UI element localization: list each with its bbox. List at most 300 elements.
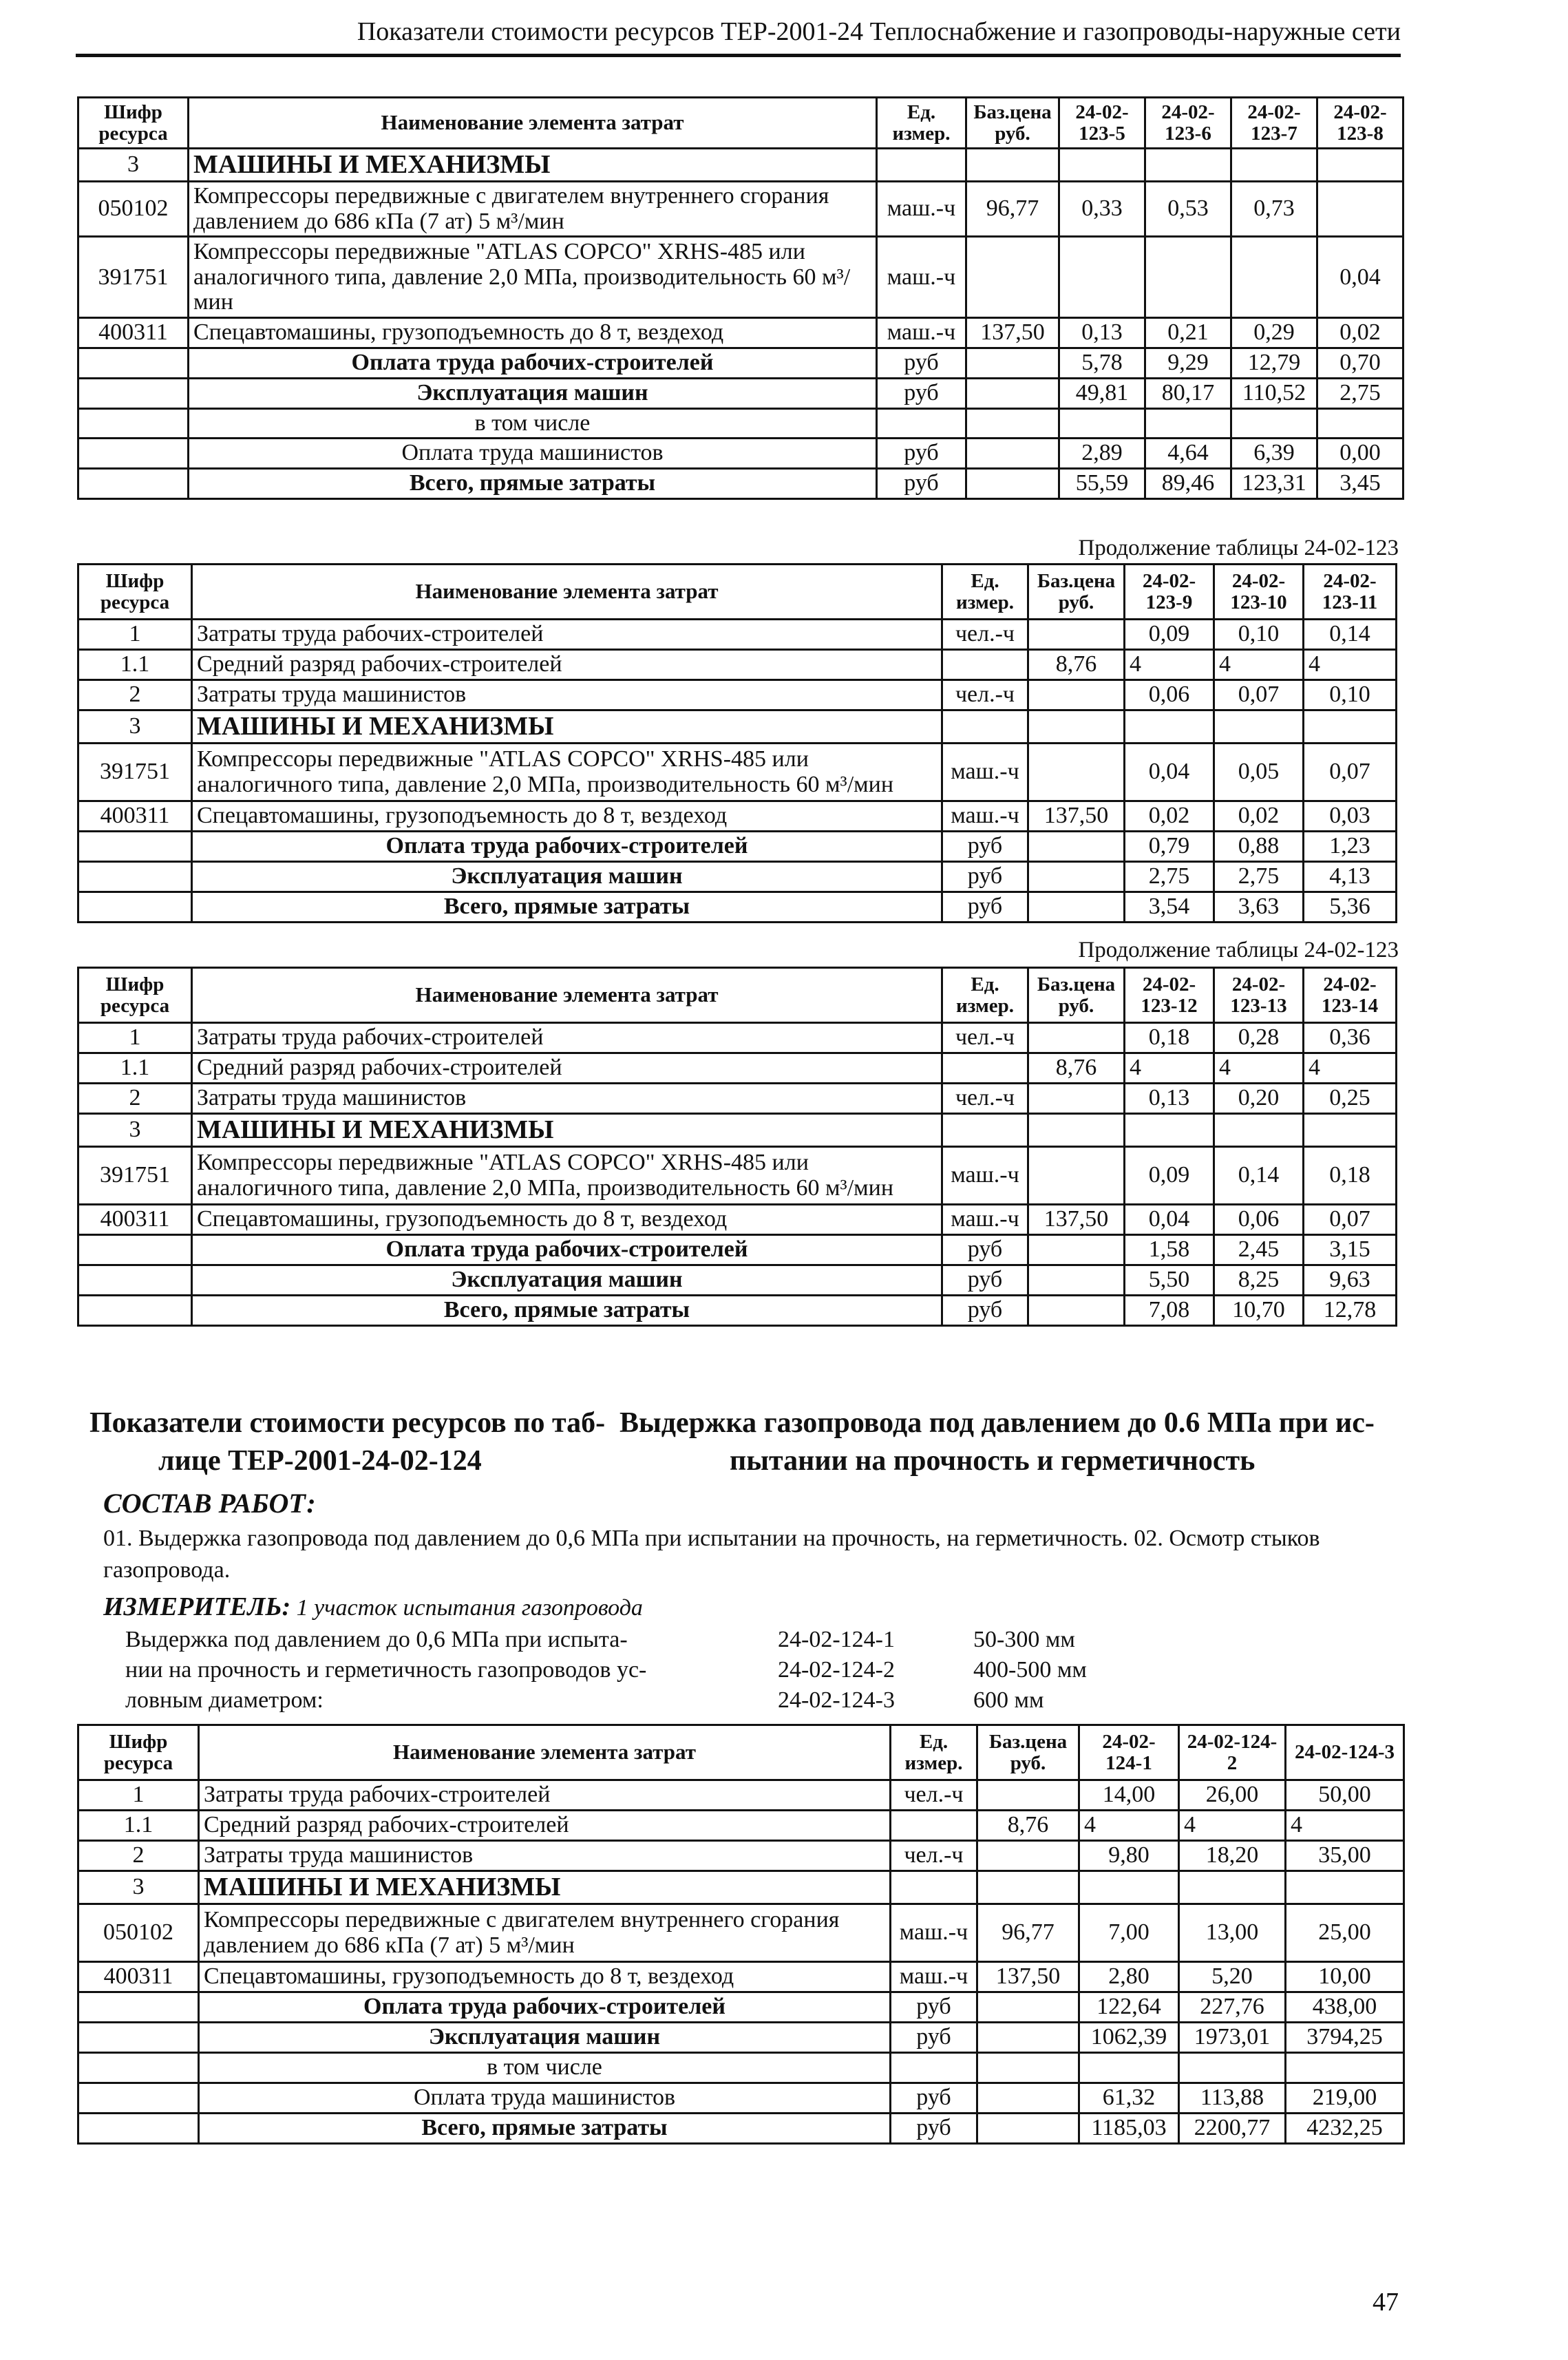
- col-header-unit: Ед. измер.: [942, 968, 1028, 1023]
- cell-value: 0,09: [1125, 1147, 1214, 1205]
- col-header-name: Наименование элемента затрат: [199, 1725, 891, 1780]
- cell-name: Средний разряд рабочих-строителей: [192, 1053, 942, 1084]
- cell-unit: руб: [891, 2023, 977, 2053]
- cell-name: в том числе: [189, 408, 877, 439]
- cell-unit: чел.-ч: [891, 1780, 977, 1811]
- cell-value: [1304, 1114, 1397, 1147]
- cell-unit: маш.-ч: [942, 1205, 1028, 1235]
- section-title-left: [89, 1404, 613, 1479]
- cell-unit: руб: [877, 439, 966, 469]
- table-row: [78, 1235, 1397, 1265]
- cell-price: [966, 149, 1059, 182]
- cell-price: [977, 2114, 1079, 2144]
- table-row: [78, 1265, 1397, 1296]
- table-row: [78, 710, 1397, 744]
- table-row: [78, 1904, 1404, 1962]
- title-line: лице ТЕР-2001-24-02-124: [158, 1444, 482, 1477]
- table-row: [78, 650, 1397, 680]
- cell-value: 0,02: [1317, 318, 1403, 348]
- cell-value: 12,79: [1231, 348, 1317, 379]
- cell-code: [78, 832, 192, 862]
- cell-unit: маш.-ч: [877, 318, 966, 348]
- cell-name: Затраты труда машинистов: [192, 1084, 942, 1114]
- cell-code: [78, 408, 189, 439]
- cell-price: [1028, 832, 1125, 862]
- cell-name: Компрессоры передвижные "ATLAS COPCO" XRHS-485 или аналогичного типа, давление 2,0 МПа, производительность 60 м³/мин: [192, 1147, 942, 1205]
- cell-price: [1028, 620, 1125, 650]
- cell-price: [1028, 1084, 1125, 1114]
- cell-price: [1028, 862, 1125, 892]
- cell-value: 0,07: [1214, 680, 1304, 710]
- cell-code: 400311: [78, 801, 192, 832]
- cell-name: Компрессоры передвижные "ATLAS COPCO" XRHS-485 или аналогичного типа, давление 2,0 МПа, производительность 60 м³/мин: [189, 237, 877, 318]
- table-row: [78, 378, 1403, 408]
- table-row: [78, 1084, 1397, 1114]
- cell-price: [966, 408, 1059, 439]
- cell-code: [78, 1992, 199, 2023]
- table-row: [78, 1114, 1397, 1147]
- cell-value: 6,39: [1231, 439, 1317, 469]
- cell-name: Затраты труда рабочих-строителей: [192, 1023, 942, 1053]
- cell-value: 0,70: [1317, 348, 1403, 379]
- meter-dim: 400-500 мм: [973, 1657, 1087, 1683]
- cell-value: 18,20: [1179, 1841, 1286, 1871]
- table-header-row: [78, 1725, 1404, 1780]
- cell-price: 96,77: [966, 182, 1059, 237]
- cell-unit: руб: [942, 1235, 1028, 1265]
- table-row: [78, 1296, 1397, 1326]
- cell-unit: руб: [942, 1296, 1028, 1326]
- cell-value: 4: [1179, 1811, 1286, 1841]
- col-header-c2: 24-02-123-13: [1214, 968, 1304, 1023]
- col-header-name: Наименование элемента затрат: [192, 565, 942, 620]
- cell-value: 0,14: [1214, 1147, 1304, 1205]
- table-row: [78, 1023, 1397, 1053]
- cell-code: [78, 378, 189, 408]
- cell-unit: руб: [942, 832, 1028, 862]
- cell-code: [78, 862, 192, 892]
- cell-value: 0,33: [1059, 182, 1145, 237]
- cell-value: 219,00: [1286, 2083, 1404, 2114]
- cell-value: [1214, 710, 1304, 744]
- cell-unit: [891, 1871, 977, 1904]
- table-row: [78, 1871, 1404, 1904]
- cell-name: Средний разряд рабочих-строителей: [192, 650, 942, 680]
- cell-name: Оплата труда рабочих-строителей: [192, 832, 942, 862]
- cell-value: 13,00: [1179, 1904, 1286, 1962]
- cell-price: [966, 378, 1059, 408]
- table-row: [78, 862, 1397, 892]
- cell-price: [977, 2023, 1079, 2053]
- cell-value: [1145, 408, 1231, 439]
- running-header: Показатели стоимости ресурсов ТЕР-2001-24 Теплоснабжение и газопроводы-наружные сети: [76, 17, 1401, 57]
- cell-value: 12,78: [1304, 1296, 1397, 1326]
- cell-value: 25,00: [1286, 1904, 1404, 1962]
- cell-price: [1028, 1296, 1125, 1326]
- cell-code: 2: [78, 1084, 192, 1114]
- cell-value: 0,28: [1214, 1023, 1304, 1053]
- cell-name: МАШИНЫ И МЕХАНИЗМЫ: [189, 149, 877, 182]
- cell-unit: [877, 408, 966, 439]
- cell-value: 0,07: [1304, 744, 1397, 801]
- cell-value: 3,54: [1125, 892, 1214, 923]
- cell-code: [78, 2053, 199, 2083]
- cell-value: [1317, 408, 1403, 439]
- table-row: [78, 1962, 1404, 1992]
- cell-unit: маш.-ч: [942, 1147, 1028, 1205]
- cell-code: [78, 1235, 192, 1265]
- title-line: Выдержка газопровода под давлением до 0.6 МПа при ис-: [619, 1407, 1375, 1439]
- cell-price: [1028, 710, 1125, 744]
- cell-name: Эксплуатация машин: [192, 862, 942, 892]
- meter-desc-line: ловным диаметром:: [125, 1687, 324, 1714]
- cell-code: 400311: [78, 1205, 192, 1235]
- cell-unit: руб: [942, 892, 1028, 923]
- cell-value: 5,78: [1059, 348, 1145, 379]
- cell-price: [966, 439, 1059, 469]
- table-row: [78, 1147, 1397, 1205]
- table-row: [78, 832, 1397, 862]
- cell-price: [1028, 892, 1125, 923]
- cell-code: 3: [78, 1871, 199, 1904]
- cell-value: 0,21: [1145, 318, 1231, 348]
- cell-value: 0,05: [1214, 744, 1304, 801]
- cell-value: [1079, 2053, 1179, 2083]
- col-header-name: Наименование элемента затрат: [189, 98, 877, 149]
- cell-name: Оплата труда рабочих-строителей: [189, 348, 877, 379]
- meter-description: [125, 1625, 745, 1716]
- cell-price: [1028, 1235, 1125, 1265]
- cell-price: 8,76: [977, 1811, 1079, 1841]
- table-row: [78, 439, 1403, 469]
- cell-code: 2: [78, 680, 192, 710]
- cell-value: 1062,39: [1079, 2023, 1179, 2053]
- cell-value: 3,15: [1304, 1235, 1397, 1265]
- cell-price: 137,50: [1028, 1205, 1125, 1235]
- resource-table-1: [77, 96, 1404, 500]
- cell-value: [1079, 1871, 1179, 1904]
- cell-value: 4: [1286, 1811, 1404, 1841]
- cell-unit: руб: [891, 1992, 977, 2023]
- resource-table-2: [77, 563, 1397, 923]
- cell-value: 0,04: [1125, 744, 1214, 801]
- cell-price: 8,76: [1028, 650, 1125, 680]
- cell-unit: маш.-ч: [891, 1962, 977, 1992]
- cell-price: [1028, 1265, 1125, 1296]
- cell-value: 4232,25: [1286, 2114, 1404, 2144]
- table-row: [78, 680, 1397, 710]
- col-header-c1: 24-02-123-5: [1059, 98, 1145, 149]
- cell-code: 400311: [78, 318, 189, 348]
- col-header-price: Баз.цена руб.: [1028, 968, 1125, 1023]
- cell-value: [1145, 149, 1231, 182]
- cell-code: [78, 348, 189, 379]
- cell-value: [1125, 710, 1214, 744]
- cell-price: [1028, 1023, 1125, 1053]
- cell-price: [966, 237, 1059, 318]
- resource-table-4: [77, 1724, 1405, 2145]
- table-header-row: [78, 565, 1397, 620]
- col-header-price: Баз.цена руб.: [966, 98, 1059, 149]
- cell-value: 2,80: [1079, 1962, 1179, 1992]
- col-header-c2: 24-02-123-6: [1145, 98, 1231, 149]
- cell-code: 3: [78, 149, 189, 182]
- table-row: [78, 182, 1403, 237]
- cell-price: [977, 1841, 1079, 1871]
- cell-value: 0,79: [1125, 832, 1214, 862]
- cell-price: 137,50: [977, 1962, 1079, 1992]
- meter-code: 24-02-124-3: [778, 1687, 895, 1714]
- meter-label: ИЗМЕРИТЕЛЬ:: [103, 1592, 291, 1621]
- cell-value: 5,36: [1304, 892, 1397, 923]
- col-header-c2: 24-02-123-10: [1214, 565, 1304, 620]
- meter-value: 1 участок испытания газопровода: [296, 1595, 643, 1621]
- cell-value: 80,17: [1145, 378, 1231, 408]
- col-header-c2: 24-02-124-2: [1179, 1725, 1286, 1780]
- col-header-c1: 24-02-123-12: [1125, 968, 1214, 1023]
- cell-code: 2: [78, 1841, 199, 1871]
- col-header-unit: Ед. измер.: [942, 565, 1028, 620]
- meter-codes: [778, 1625, 943, 1716]
- cell-code: 1: [78, 620, 192, 650]
- cell-price: [977, 2053, 1079, 2083]
- cell-name: Компрессоры передвижные с двигателем внутреннего сгорания давлением до 686 кПа (7 ат) 5 м³/мин: [189, 182, 877, 237]
- cell-value: 0,02: [1125, 801, 1214, 832]
- cell-name: Затраты труда машинистов: [192, 680, 942, 710]
- cell-code: 3: [78, 1114, 192, 1147]
- cell-unit: [942, 1053, 1028, 1084]
- cell-value: 3,63: [1214, 892, 1304, 923]
- table-row: [78, 620, 1397, 650]
- cell-value: [1317, 149, 1403, 182]
- col-header-price: Баз.цена руб.: [977, 1725, 1079, 1780]
- col-header-price: Баз.цена руб.: [1028, 565, 1125, 620]
- cell-name: Средний разряд рабочих-строителей: [199, 1811, 891, 1841]
- cell-value: [1145, 237, 1231, 318]
- cell-value: 0,14: [1304, 620, 1397, 650]
- table-row: [78, 744, 1397, 801]
- col-header-c1: 24-02-124-1: [1079, 1725, 1179, 1780]
- cell-value: 227,76: [1179, 1992, 1286, 2023]
- cell-code: 050102: [78, 182, 189, 237]
- cell-value: 0,13: [1125, 1084, 1214, 1114]
- meter-dimensions: [973, 1625, 1180, 1716]
- cell-name: МАШИНЫ И МЕХАНИЗМЫ: [192, 710, 942, 744]
- table-row: [78, 1780, 1404, 1811]
- table-header-row: [78, 968, 1397, 1023]
- cell-value: 0,04: [1125, 1205, 1214, 1235]
- cell-value: [1231, 237, 1317, 318]
- cell-value: 0,18: [1304, 1147, 1397, 1205]
- cell-value: 4,64: [1145, 439, 1231, 469]
- cell-value: [1286, 2053, 1404, 2083]
- title-line: пытании на прочность и герметичность: [730, 1444, 1256, 1477]
- cell-value: 0,10: [1214, 620, 1304, 650]
- cell-price: 137,50: [966, 318, 1059, 348]
- col-header-c3: 24-02-123-7: [1231, 98, 1317, 149]
- cell-value: [1125, 1114, 1214, 1147]
- cell-name: Спецавтомашины, грузоподъемность до 8 т, вездеход: [192, 801, 942, 832]
- cell-price: 96,77: [977, 1904, 1079, 1962]
- cell-code: 391751: [78, 1147, 192, 1205]
- cell-price: [977, 2083, 1079, 2114]
- cell-unit: руб: [891, 2083, 977, 2114]
- cell-price: [1028, 1147, 1125, 1205]
- cell-value: 5,50: [1125, 1265, 1214, 1296]
- cell-price: [966, 469, 1059, 499]
- cell-price: 8,76: [1028, 1053, 1125, 1084]
- cell-value: 4: [1079, 1811, 1179, 1841]
- cell-value: 14,00: [1079, 1780, 1179, 1811]
- cell-value: [1304, 710, 1397, 744]
- cell-value: 4: [1304, 650, 1397, 680]
- cell-price: [966, 348, 1059, 379]
- col-header-code: Шифр ресурса: [78, 565, 192, 620]
- cell-value: 3,45: [1317, 469, 1403, 499]
- cell-unit: маш.-ч: [877, 182, 966, 237]
- cell-value: 0,29: [1231, 318, 1317, 348]
- cell-value: 0,53: [1145, 182, 1231, 237]
- cell-value: [1059, 149, 1145, 182]
- cell-value: 4: [1214, 650, 1304, 680]
- cell-value: 123,31: [1231, 469, 1317, 499]
- cell-name: Эксплуатация машин: [199, 2023, 891, 2053]
- cell-unit: чел.-ч: [891, 1841, 977, 1871]
- table-row: [78, 892, 1397, 923]
- cell-value: 8,25: [1214, 1265, 1304, 1296]
- cell-name: МАШИНЫ И МЕХАНИЗМЫ: [199, 1871, 891, 1904]
- table-row: [78, 1841, 1404, 1871]
- cell-unit: [877, 149, 966, 182]
- cell-unit: руб: [877, 378, 966, 408]
- cell-value: 2,75: [1214, 862, 1304, 892]
- cell-value: 5,20: [1179, 1962, 1286, 1992]
- cell-name: Эксплуатация машин: [189, 378, 877, 408]
- cell-value: 7,08: [1125, 1296, 1214, 1326]
- cell-value: 1,23: [1304, 832, 1397, 862]
- cell-value: 0,36: [1304, 1023, 1397, 1053]
- cell-name: Оплата труда машинистов: [189, 439, 877, 469]
- cell-name: Эксплуатация машин: [192, 1265, 942, 1296]
- page-number: 47: [1373, 2288, 1399, 2317]
- cell-price: [977, 1780, 1079, 1811]
- table-row: [78, 1205, 1397, 1235]
- cell-name: Всего, прямые затраты: [192, 892, 942, 923]
- cell-value: 26,00: [1179, 1780, 1286, 1811]
- cell-name: Оплата труда рабочих-строителей: [192, 1235, 942, 1265]
- col-header-c3: 24-02-123-11: [1304, 565, 1397, 620]
- cell-price: [1028, 680, 1125, 710]
- cell-unit: руб: [891, 2114, 977, 2144]
- composition-heading: СОСТАВ РАБОТ:: [103, 1488, 316, 1519]
- cell-value: [1179, 2053, 1286, 2083]
- cell-value: [1286, 1871, 1404, 1904]
- col-header-unit: Ед. измер.: [891, 1725, 977, 1780]
- cell-value: 1,58: [1125, 1235, 1214, 1265]
- cell-value: 0,07: [1304, 1205, 1397, 1235]
- cell-unit: [942, 710, 1028, 744]
- col-header-code: Шифр ресурса: [78, 968, 192, 1023]
- table-row: [78, 149, 1403, 182]
- table-row: [78, 348, 1403, 379]
- col-header-c1: 24-02-123-9: [1125, 565, 1214, 620]
- cell-code: [78, 2023, 199, 2053]
- col-header-name: Наименование элемента затрат: [192, 968, 942, 1023]
- cell-name: Всего, прямые затраты: [189, 469, 877, 499]
- cell-name: в том числе: [199, 2053, 891, 2083]
- cell-name: Спецавтомашины, грузоподъемность до 8 т, вездеход: [199, 1962, 891, 1992]
- table-row: [78, 237, 1403, 318]
- cell-code: 391751: [78, 237, 189, 318]
- cell-name: Затраты труда машинистов: [199, 1841, 891, 1871]
- cell-code: [78, 1265, 192, 1296]
- cell-value: 122,64: [1079, 1992, 1179, 2023]
- cell-value: 0,00: [1317, 439, 1403, 469]
- cell-value: 2,89: [1059, 439, 1145, 469]
- cell-code: 1.1: [78, 1053, 192, 1084]
- meter-code: 24-02-124-1: [778, 1627, 895, 1652]
- cell-code: 1: [78, 1023, 192, 1053]
- cell-value: 1185,03: [1079, 2114, 1179, 2144]
- resource-table-3: [77, 967, 1397, 1327]
- meter-dim: 600 мм: [973, 1687, 1044, 1714]
- cell-value: 55,59: [1059, 469, 1145, 499]
- cell-value: 89,46: [1145, 469, 1231, 499]
- cell-name: Всего, прямые затраты: [192, 1296, 942, 1326]
- cell-unit: [891, 1811, 977, 1841]
- composition-text: 01. Выдержка газопровода под давлением до 0,6 МПа при испытании на прочность, на герметичность. 02. Осмотр стыков газопровода.: [103, 1526, 1320, 1583]
- cell-value: [1231, 149, 1317, 182]
- col-header-code: Шифр ресурса: [78, 98, 189, 149]
- cell-value: 50,00: [1286, 1780, 1404, 1811]
- cell-code: 1.1: [78, 650, 192, 680]
- cell-value: 9,29: [1145, 348, 1231, 379]
- cell-value: 3794,25: [1286, 2023, 1404, 2053]
- cell-name: Компрессоры передвижные с двигателем внутреннего сгорания давлением до 686 кПа (7 ат) 5 м³/мин: [199, 1904, 891, 1962]
- table-header-row: [78, 98, 1403, 149]
- cell-value: 0,03: [1304, 801, 1397, 832]
- meter-line: [103, 1592, 643, 1622]
- section-title-right: [619, 1404, 1390, 1479]
- cell-value: 10,70: [1214, 1296, 1304, 1326]
- cell-value: 9,80: [1079, 1841, 1179, 1871]
- table-row: [78, 318, 1403, 348]
- cell-value: 4,13: [1304, 862, 1397, 892]
- table-row: [78, 801, 1397, 832]
- cell-unit: [942, 650, 1028, 680]
- cell-value: 0,04: [1317, 237, 1403, 318]
- cell-unit: чел.-ч: [942, 680, 1028, 710]
- cell-value: [1059, 408, 1145, 439]
- cell-unit: руб: [877, 469, 966, 499]
- cell-value: 4: [1125, 650, 1214, 680]
- cell-value: 0,06: [1214, 1205, 1304, 1235]
- cell-price: [1028, 1114, 1125, 1147]
- cell-value: 2,75: [1317, 378, 1403, 408]
- table-row: [78, 1053, 1397, 1084]
- cell-code: 391751: [78, 744, 192, 801]
- cell-value: 49,81: [1059, 378, 1145, 408]
- col-header-unit: Ед. измер.: [877, 98, 966, 149]
- cell-value: 35,00: [1286, 1841, 1404, 1871]
- table-row: [78, 469, 1403, 499]
- cell-unit: маш.-ч: [877, 237, 966, 318]
- cell-value: [1179, 1871, 1286, 1904]
- continuation-note: Продолжение таблицы 24-02-123: [1078, 938, 1399, 962]
- cell-value: 110,52: [1231, 378, 1317, 408]
- cell-code: 400311: [78, 1962, 199, 1992]
- meter-dim: 50-300 мм: [973, 1627, 1075, 1652]
